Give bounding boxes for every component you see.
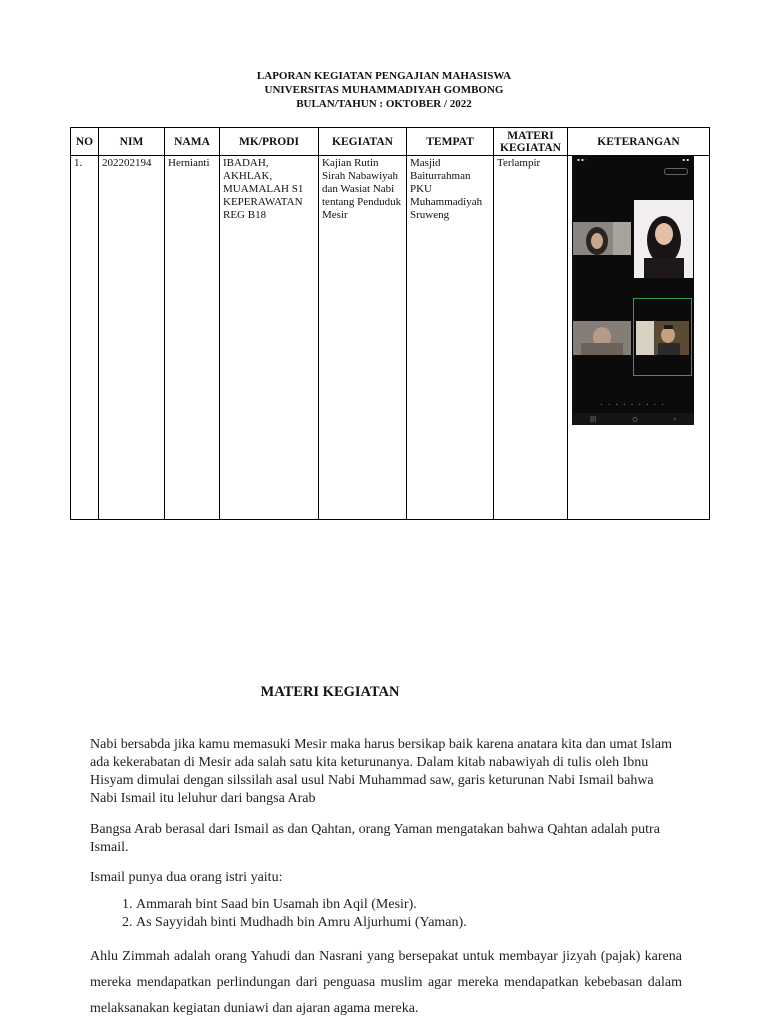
cell-nim: 202202194 xyxy=(99,156,165,520)
col-header-materi: MATERI KEGIATAN xyxy=(494,128,568,156)
list-item: 2. As Sayyidah binti Mudhadh bin Amru Aljurhumi (Yaman). xyxy=(136,914,467,932)
meeting-control-pill xyxy=(664,168,688,175)
page-indicator-dots: • • • • • • • • • xyxy=(600,402,666,407)
col-header-mk-prodi: MK/PRODI xyxy=(220,128,319,156)
col-header-tempat: TEMPAT xyxy=(407,128,494,156)
participant-tile xyxy=(634,200,693,278)
participant-photo xyxy=(634,299,691,375)
cell-kegiatan: Kajian Rutin Sirah Nabawiyah dan Wasiat Nabi tentang Penduduk Mesir xyxy=(319,156,407,520)
report-title: LAPORAN KEGIATAN PENGAJIAN MAHASISWA xyxy=(256,70,512,82)
report-header xyxy=(0,69,768,111)
participant-tile xyxy=(573,321,631,355)
participant-photo xyxy=(573,321,631,355)
table-header-row xyxy=(71,128,710,156)
col-header-nama: NAMA xyxy=(165,128,220,156)
col-header-keterangan: KETERANGAN xyxy=(568,128,710,156)
wives-list xyxy=(112,896,467,932)
materi-paragraph-4: Ahlu Zimmah adalah orang Yahudi dan Nasrani yang bersepakat untuk membayar jizyah (pajak) karena mereka mendapatkan perlindungan dari penguasa muslim agar mereka mendapatkan kebebasan dalam melaksanakan kegiatan duniawi dan ajaran agama mereka. xyxy=(90,949,682,1016)
cell-tempat: Masjid Baiturrahman PKU Muhammadiyah Sruweng xyxy=(407,156,494,520)
col-header-no: NO xyxy=(71,128,99,156)
materi-paragraph-3: Ismail punya dua orang istri yaitu: xyxy=(90,870,283,885)
participant-photo xyxy=(573,222,631,255)
report-period: BULAN/TAHUN : OKTOBER / 2022 xyxy=(296,98,472,110)
col-header-kegiatan: KEGIATAN xyxy=(319,128,407,156)
materi-title: MATERI KEGIATAN xyxy=(260,684,400,700)
back-icon: ‹ xyxy=(673,415,676,423)
university-name: UNIVERSITAS MUHAMMADIYAH GOMBONG xyxy=(264,84,504,96)
materi-paragraph-2: Bangsa Arab berasal dari Ismail as dan Qahtan, orang Yaman mengatakan bahwa Qahtan adalah putra Ismail. xyxy=(90,822,660,855)
cell-no: 1. xyxy=(71,156,99,520)
active-speaker-tile xyxy=(633,298,692,376)
materi-paragraph-1: Nabi bersabda jika kamu memasuki Mesir maka harus bersikap baik karena anatara kita dan umat Islam ada kekerabatan di Mesir ada salah satu kita keturunanya. Dalam kitab nabawiyah di tulis oleh Ibnu Hisyam dimulai dengan silssilah asal usul Nabi Muhammad saw, garis keturunan Nabi Ismail bahwa Nabi Ismail itu leluhur dari bangsa Arab xyxy=(90,737,672,806)
list-item: 1. Ammarah bint Saad bin Usamah ibn Aqil (Mesir). xyxy=(136,896,467,914)
col-header-nim: NIM xyxy=(99,128,165,156)
participant-photo xyxy=(634,200,693,278)
recent-apps-icon: ||| xyxy=(590,415,597,423)
home-icon: ○ xyxy=(632,415,638,423)
meeting-screenshot xyxy=(572,155,694,425)
cell-mk-prodi: IBADAH, AKHLAK, MUAMALAH S1 KEPERAWATAN REG B18 xyxy=(220,156,319,520)
cell-materi: Terlampir xyxy=(494,156,568,520)
phone-status-bar: ▪ ▪ ◦ ▪ ▪ xyxy=(577,157,689,162)
android-nav-bar xyxy=(572,413,694,425)
cell-nama: Hernianti xyxy=(165,156,220,520)
participant-tile xyxy=(573,222,631,255)
